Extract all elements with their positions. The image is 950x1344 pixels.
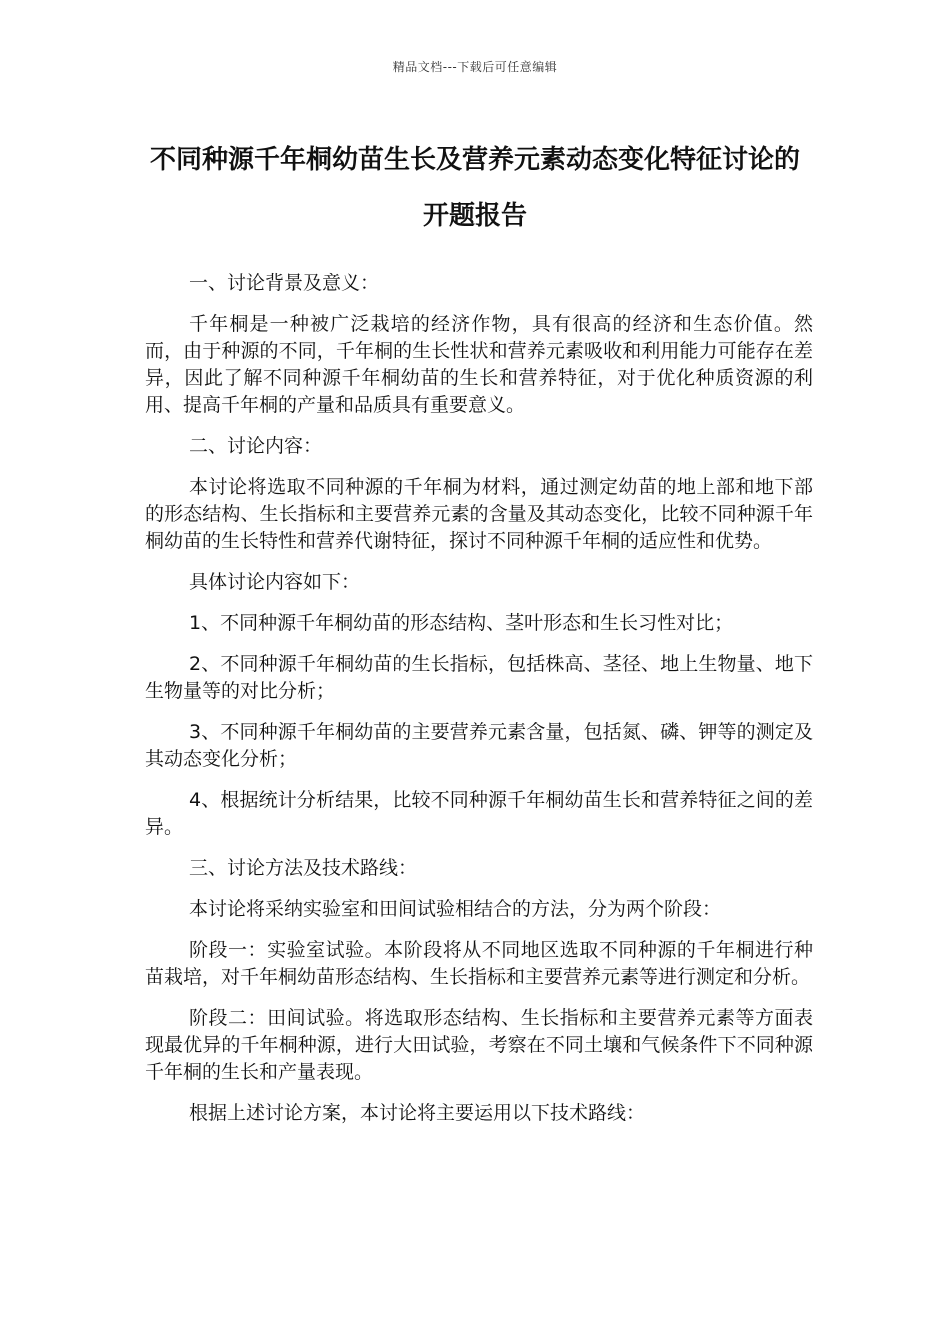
- paragraph-methods: 本讨论将采纳实验室和田间试验相结合的方法，分为两个阶段：: [189, 898, 722, 920]
- paragraph-background: 千年桐是一种被广泛栽培的经济作物，具有很高的经济和生态价值。然而，由于种源的不同，千年桐的生长性状和营养元素吸收和利用能力可能存在差异，因此了解不同种源千年桐幼苗的生长和营养特征，对于优化种质资源的利用、提高千年桐的产量和品质具有重要意义。: [145, 313, 813, 416]
- heading-methods: 三、讨论方法及技术路线：: [189, 857, 418, 879]
- document-body: [145, 270, 813, 1141]
- header-note: 精品文档---下载后可任意编辑: [392, 60, 558, 74]
- paragraph-content-intro: 具体讨论内容如下：: [189, 571, 361, 593]
- list-item-4: 4、根据统计分析结果，比较不同种源千年桐幼苗生长和营养特征之间的差异。: [145, 789, 813, 838]
- paragraph-stage-one: 阶段一：实验室试验。本阶段将从不同地区选取不同种源的千年桐进行种苗栽培，对千年桐幼苗形态结构、生长指标和主要营养元素等进行测定和分析。: [145, 939, 813, 988]
- list-item-2: 2、不同种源千年桐幼苗的生长指标，包括株高、茎径、地上生物量、地下生物量等的对比分析；: [145, 653, 813, 702]
- paragraph-stage-two: 阶段二：田间试验。将选取形态结构、生长指标和主要营养元素等方面表现最优异的千年桐种源，进行大田试验，考察在不同土壤和气候条件下不同种源千年桐的生长和产量表现。: [145, 1007, 813, 1083]
- list-item-3: 3、不同种源千年桐幼苗的主要营养元素含量，包括氮、磷、钾等的测定及其动态变化分析；: [145, 721, 813, 770]
- heading-background: 一、讨论背景及意义：: [189, 272, 380, 294]
- document-title: 不同种源千年桐幼苗生长及营养元素动态变化特征讨论的开题报告: [149, 145, 800, 231]
- paragraph-tech-route: 根据上述讨论方案，本讨论将主要运用以下技术路线：: [189, 1102, 646, 1124]
- paragraph-content: 本讨论将选取不同种源的千年桐为材料，通过测定幼苗的地上部和地下部的形态结构、生长指标和主要营养元素的含量及其动态变化，比较不同种源千年桐幼苗的生长特性和营养代谢特征，探讨不同种源千年桐的适应性和优势。: [145, 476, 813, 552]
- heading-content: 二、讨论内容：: [189, 435, 323, 457]
- list-item-1: 1、不同种源千年桐幼苗的形态结构、茎叶形态和生长习性对比；: [189, 612, 734, 634]
